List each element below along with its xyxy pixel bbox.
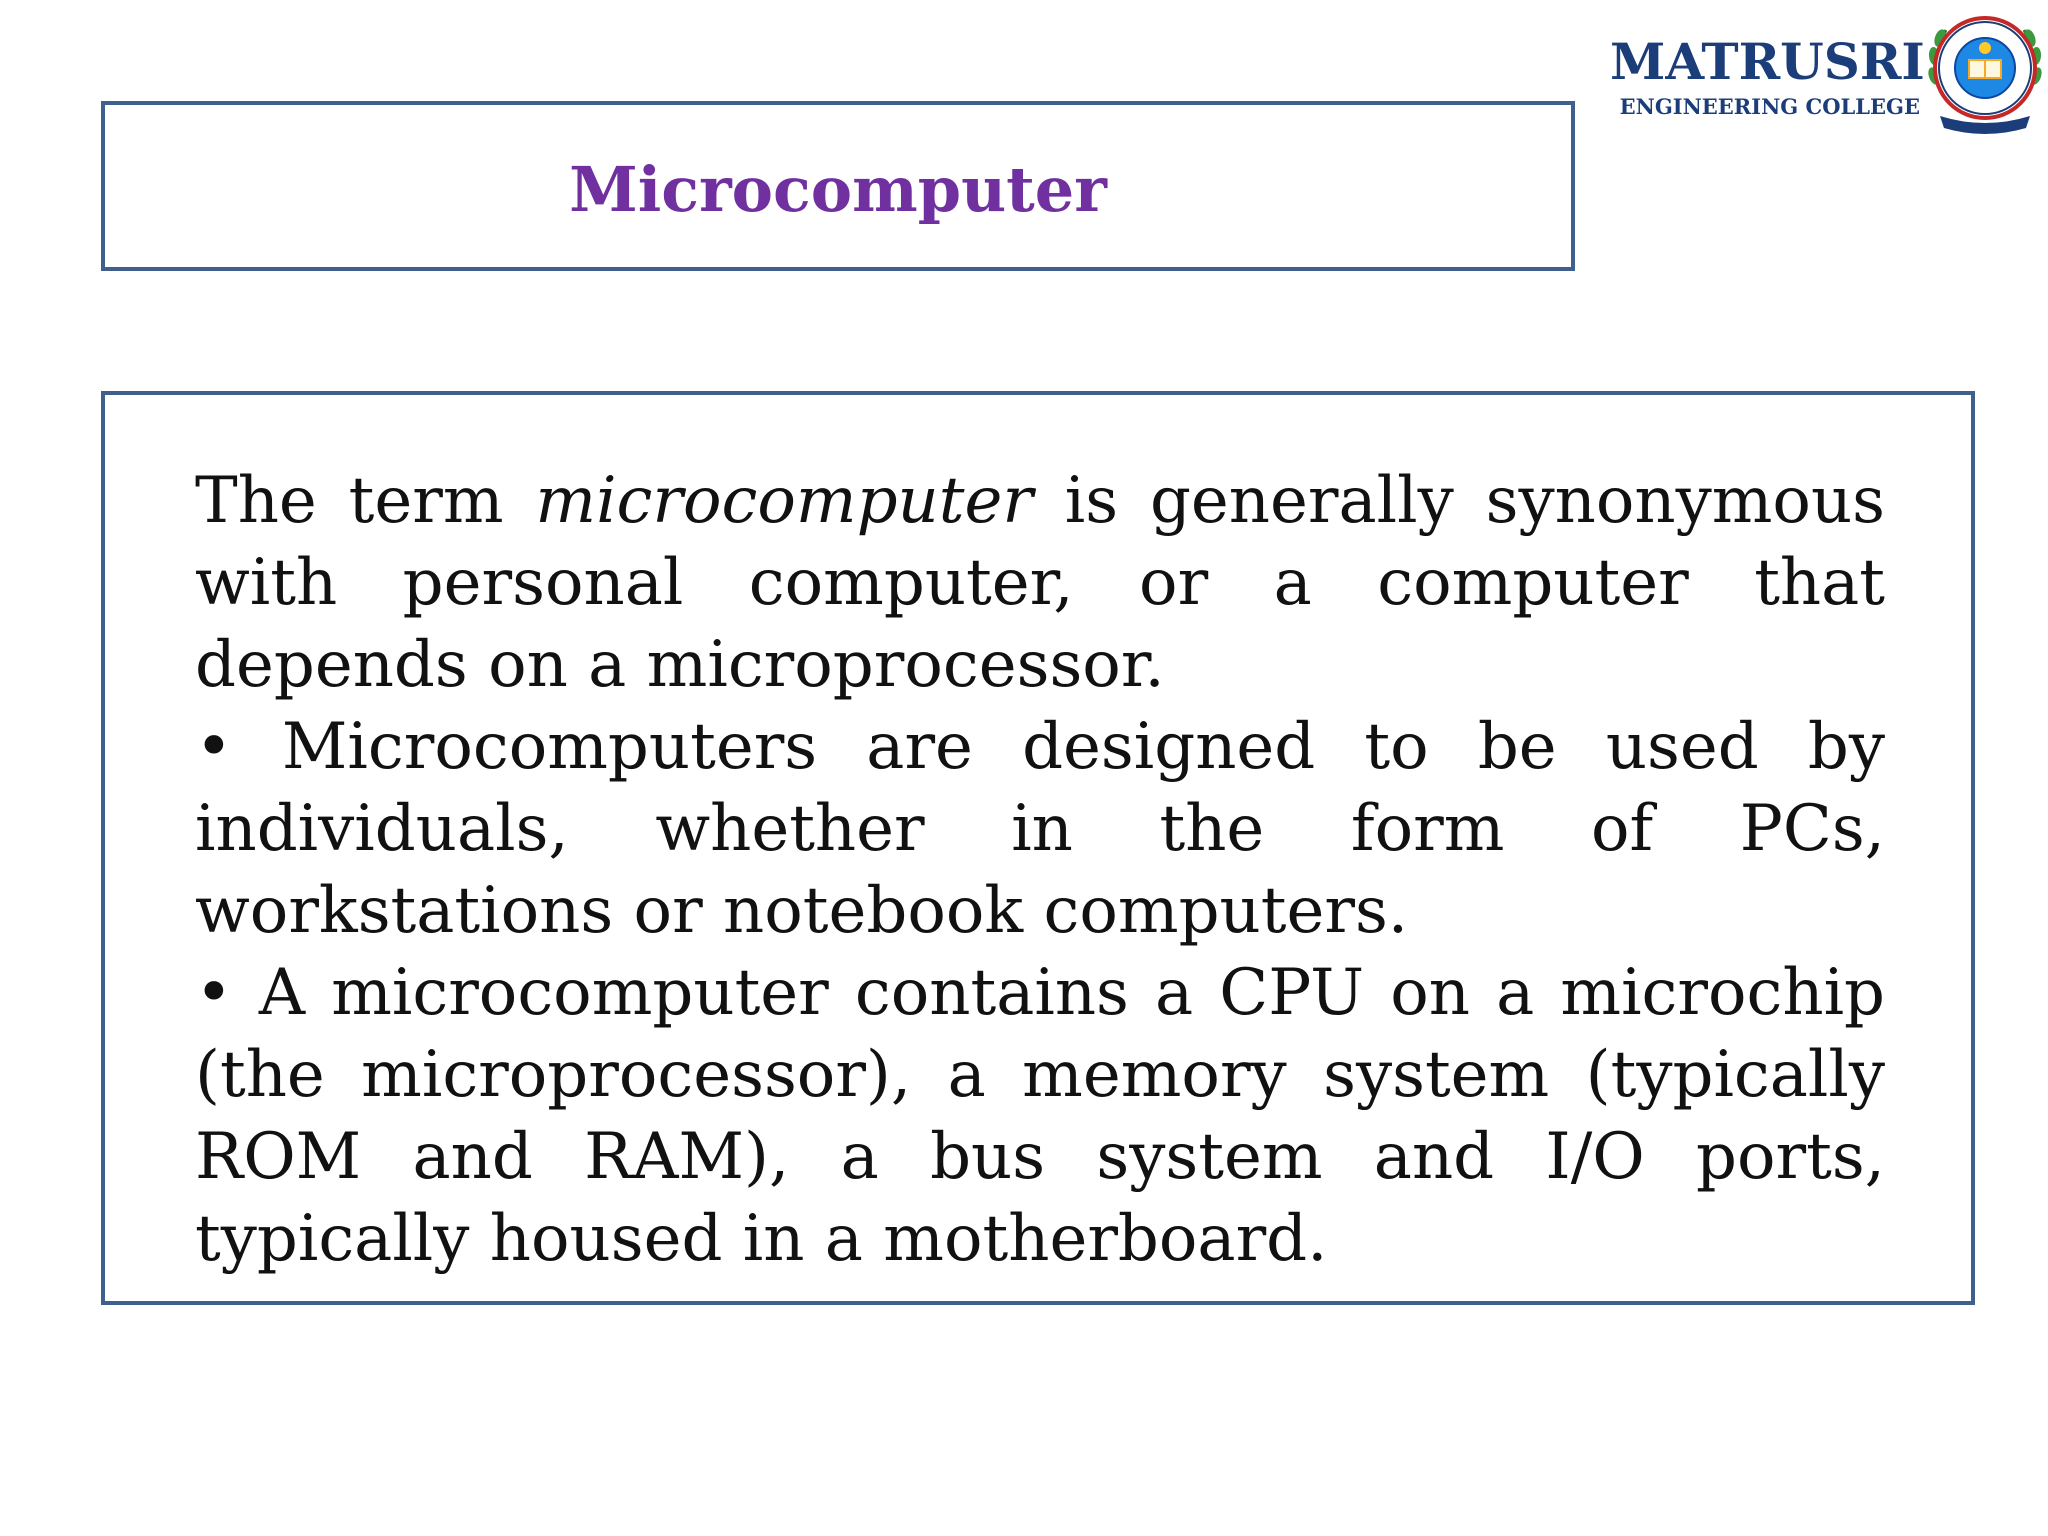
logo-name: MATRUSRI bbox=[1610, 32, 1925, 91]
title-box bbox=[101, 101, 1575, 271]
content-box bbox=[101, 391, 1975, 1305]
college-seal-icon bbox=[1922, 4, 2048, 142]
paragraph-definition-after: is generally synonymous with personal computer, or a computer that depends on a microprocessor. bbox=[195, 464, 1886, 702]
slide-body bbox=[195, 460, 1885, 1280]
paragraph-definition-emphasis: microcomputer bbox=[535, 464, 1033, 538]
paragraph-definition bbox=[195, 460, 1885, 706]
logo-subtitle: ENGINEERING COLLEGE bbox=[1619, 94, 1920, 119]
logo-wordmark bbox=[1610, 32, 1925, 120]
bullet-item-components: • A microcomputer contains a CPU on a microchip (the microprocessor), a memory system (typically ROM and RAM), a bus system and I/O ports, typically housed in a motherboard. bbox=[195, 956, 1885, 1276]
bullet-item-usage: • Microcomputers are designed to be used by individuals, whether in the form of PCs, workstations or notebook computers. bbox=[195, 710, 1885, 948]
slide-title: Microcomputer bbox=[569, 152, 1107, 226]
paragraph-definition-before: The term bbox=[195, 464, 536, 538]
college-logo bbox=[1600, 4, 2048, 144]
